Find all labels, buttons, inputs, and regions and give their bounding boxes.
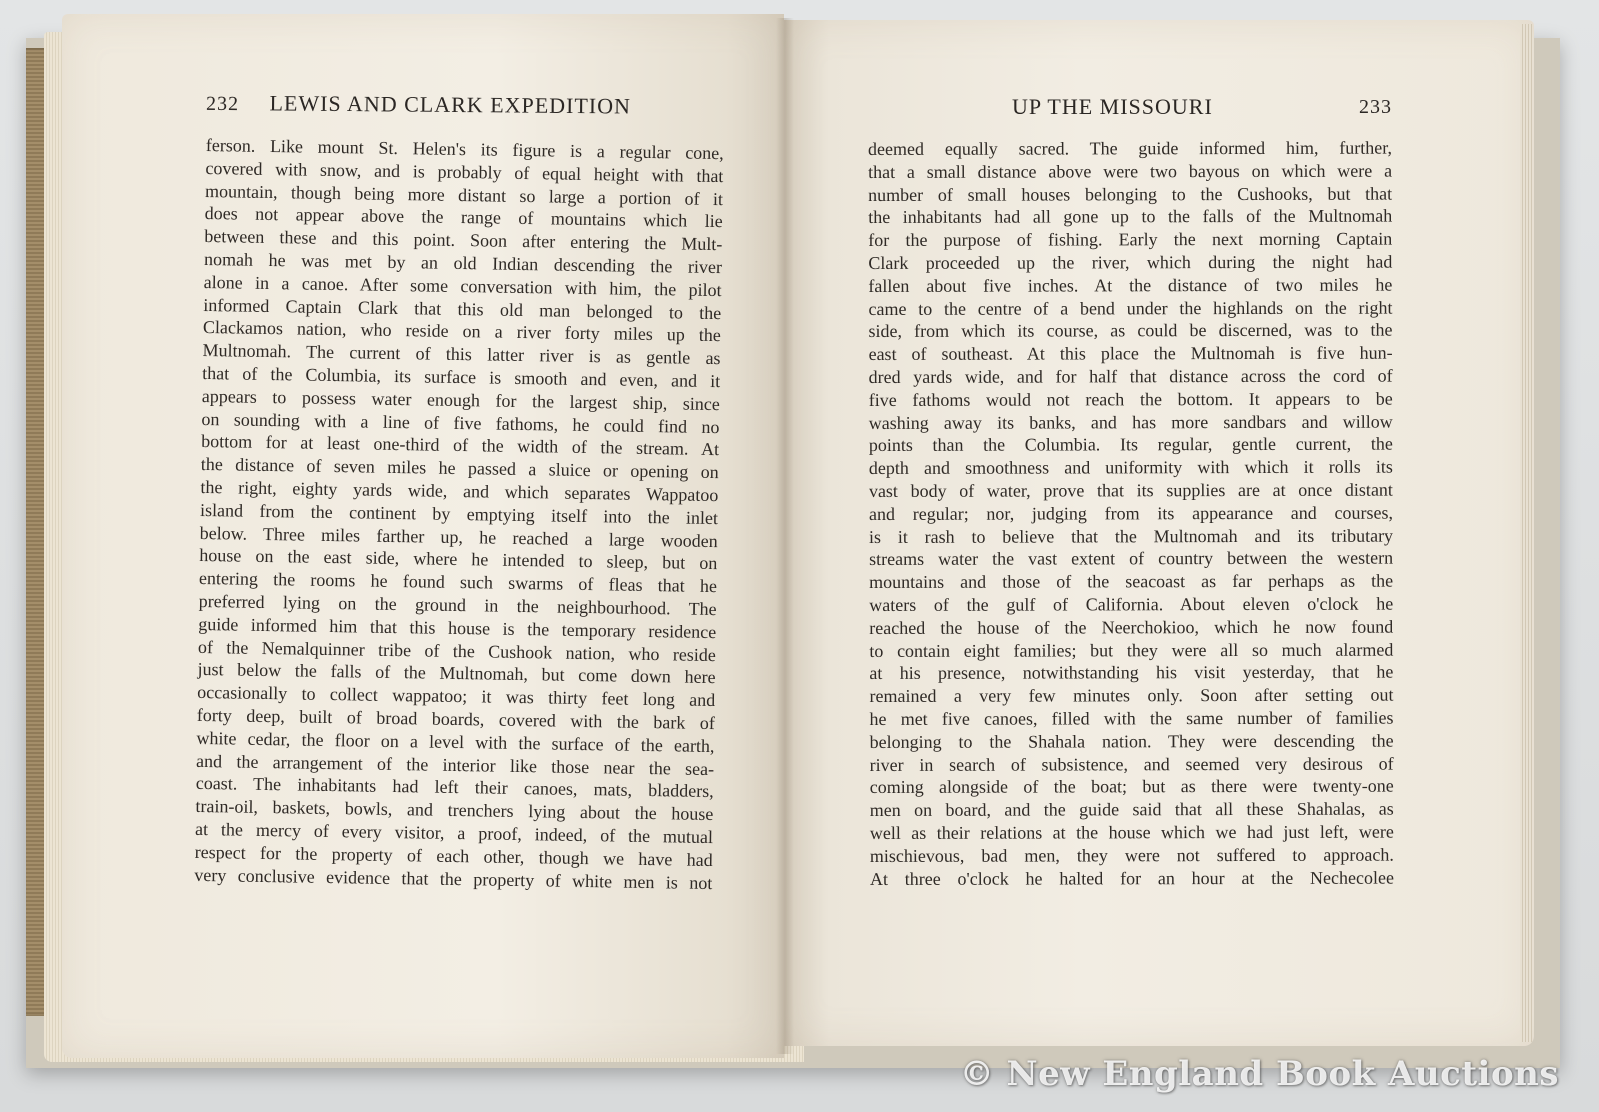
- text-line: entering the rooms he found such swarms of fleas that he: [198, 568, 718, 597]
- text-line: Multnomah. The current of this latter river is as gentle as: [202, 340, 721, 369]
- text-line: points than the Columbia. Its regular, gentle current, the: [868, 433, 1393, 456]
- text-line: well as their relations at the house which we had just left, were: [869, 821, 1394, 843]
- text-line: washing away its banks, and has more sandbars and willow: [868, 411, 1393, 433]
- text-line: at his presence, notwithstanding his visit yesterday, that he: [869, 661, 1394, 684]
- book-gutter: [776, 18, 794, 1054]
- text-line: does not appear above the range of mountains which lie: [204, 203, 723, 232]
- text-line: came to the centre of a bend under the highlands on the right: [868, 297, 1393, 319]
- text-line: nomah he was met by an old Indian descending the river: [203, 248, 723, 278]
- text-line: at the mercy of every visitor, a proof, indeed, of the mutual: [194, 818, 714, 847]
- text-line: appears to possess water enough for the largest ship, since: [201, 385, 720, 414]
- text-line: side, from which its course, as could be discerned, was to the: [868, 320, 1393, 342]
- text-line: that a small distance above were two bayous on which were a: [868, 160, 1393, 182]
- text-line: belonging to the Shahala nation. They were descending the: [869, 730, 1394, 752]
- text-line: Clark proceeded up the river, which during the night had: [868, 251, 1393, 273]
- text-line: reached the house of the Neerchokioo, which he now found: [869, 616, 1394, 638]
- right-running-head-title: UP THE MISSOURI: [1012, 94, 1213, 119]
- text-line: the distance of seven miles he passed a sluice or opening on: [200, 454, 719, 483]
- text-line: between these and this point. Soon after entering the Mult-: [204, 226, 723, 255]
- text-line: just below the falls of the Multnomah, but come down here: [197, 659, 716, 688]
- text-line: mountains and those of the seacoast as far perhaps as the: [869, 570, 1394, 593]
- text-line: the inhabitants had all gone up to the falls of the Multnomah: [868, 206, 1393, 228]
- text-line: of the Nemalquinner tribe of the Cushook nation, who reside: [197, 636, 717, 665]
- text-line: Clackamos nation, who reside on a river forty miles up the: [202, 317, 722, 346]
- text-line: and regular; nor, judging from its appearance and courses,: [868, 502, 1394, 524]
- text-line: he met five canoes, filled with the same number of families: [869, 707, 1394, 729]
- text-line: mountain, though being more distant so large a portion of it: [204, 180, 724, 209]
- text-line: that of the Columbia, its surface is smooth and even, and it: [202, 362, 721, 392]
- text-line: informed Captain Clark that this old man belonged to the: [203, 294, 722, 323]
- left-page-number: 232: [205, 92, 240, 116]
- text-line: occasionally to collect wappatoo; it was thirty feet long and: [197, 682, 716, 711]
- watermark: © New England Book Auctions: [959, 1054, 1559, 1094]
- text-line: fallen about five inches. At the distance of two miles he: [868, 274, 1393, 296]
- text-line: respect for the property of each other, though we have had: [194, 841, 713, 870]
- text-line: white cedar, the floor on a level with the surface of the earth,: [196, 727, 715, 756]
- text-line: for the purpose of fishing. Early the next morning Captain: [868, 228, 1393, 251]
- text-line: house on the east side, where he intended to sleep, but on: [199, 545, 718, 574]
- left-page-body-text: [194, 134, 724, 894]
- text-line: waters of the gulf of California. About eleven o'clock he: [869, 593, 1394, 615]
- text-line: mischievous, bad men, they were not suffered to approach.: [869, 844, 1394, 866]
- text-line: below. Three miles farther up, he reached a large wooden: [199, 522, 718, 551]
- text-line: alone in a canoe. After some conversation with him, the pilot: [203, 271, 722, 300]
- text-line: guide informed him that this house is the temporary residence: [198, 613, 717, 642]
- text-line: men on board, and the guide said that all these Shahalas, as: [869, 798, 1394, 821]
- text-line: streams water the vast extent of country between the western: [869, 547, 1394, 570]
- text-line: vast body of water, prove that its supplies are at once distant: [868, 479, 1393, 501]
- text-line: to contain eight families; but they were all so much alarmed: [869, 639, 1394, 661]
- text-line: bottom for at least one-third of the width of the stream. At: [201, 431, 720, 460]
- left-running-head: [206, 90, 706, 120]
- text-line: covered with snow, and is probably of equal height with that: [205, 157, 724, 186]
- right-page-body-text: [868, 137, 1394, 891]
- right-page-edges: [1520, 24, 1532, 1042]
- text-line: deemed equally sacred. The guide informed him, further,: [868, 137, 1393, 159]
- text-line: island from the continent by emptying itself into the inlet: [199, 499, 719, 528]
- text-line: dred yards wide, and for half that distance across the cord of: [868, 365, 1393, 387]
- text-line: very conclusive evidence that the property of white men is not: [194, 864, 713, 893]
- text-line: five fathoms would not reach the bottom. It appears to be: [868, 388, 1393, 410]
- text-line: remained a very few minutes only. Soon after setting out: [869, 684, 1394, 707]
- text-line: At three o'clock he halted for an hour at the Nechecolee: [869, 867, 1394, 889]
- right-page-number: 233: [1359, 96, 1392, 118]
- text-line: and the arrangement of the interior like those near the sea-: [196, 750, 715, 779]
- text-line: east of southeast. At this place the Multnomah is five hun-: [868, 342, 1393, 365]
- text-line: coast. The inhabitants had left their canoes, mats, bladders,: [195, 773, 714, 802]
- text-line: train-oil, baskets, bowls, and trenchers lying about the house: [195, 796, 714, 825]
- left-running-head-title: LEWIS AND CLARK EXPEDITION: [269, 90, 632, 119]
- text-line: coming alongside of the boat; but as there were twenty-one: [869, 775, 1394, 798]
- text-line: forty deep, built of broad boards, covered with the bark of: [196, 704, 715, 733]
- text-line: ferson. Like mount St. Helen's its figure is a regular cone,: [205, 134, 724, 164]
- text-line: depth and smoothness and uniformity with which it rolls its: [868, 456, 1393, 479]
- text-line: river in search of subsistence, and seemed very desirous of: [869, 753, 1394, 775]
- text-line: number of small houses belonging to the Cushooks, but that: [868, 183, 1393, 205]
- right-running-head: [1012, 94, 1392, 120]
- text-line: on sounding with a line of five fathoms, he could find no: [201, 408, 720, 437]
- text-line: preferred lying on the ground in the neighbourhood. The: [198, 590, 717, 620]
- text-line: the right, eighty yards wide, and which separates Wappatoo: [200, 476, 719, 506]
- text-line: is it rash to believe that the Multnomah and its tributary: [869, 525, 1394, 547]
